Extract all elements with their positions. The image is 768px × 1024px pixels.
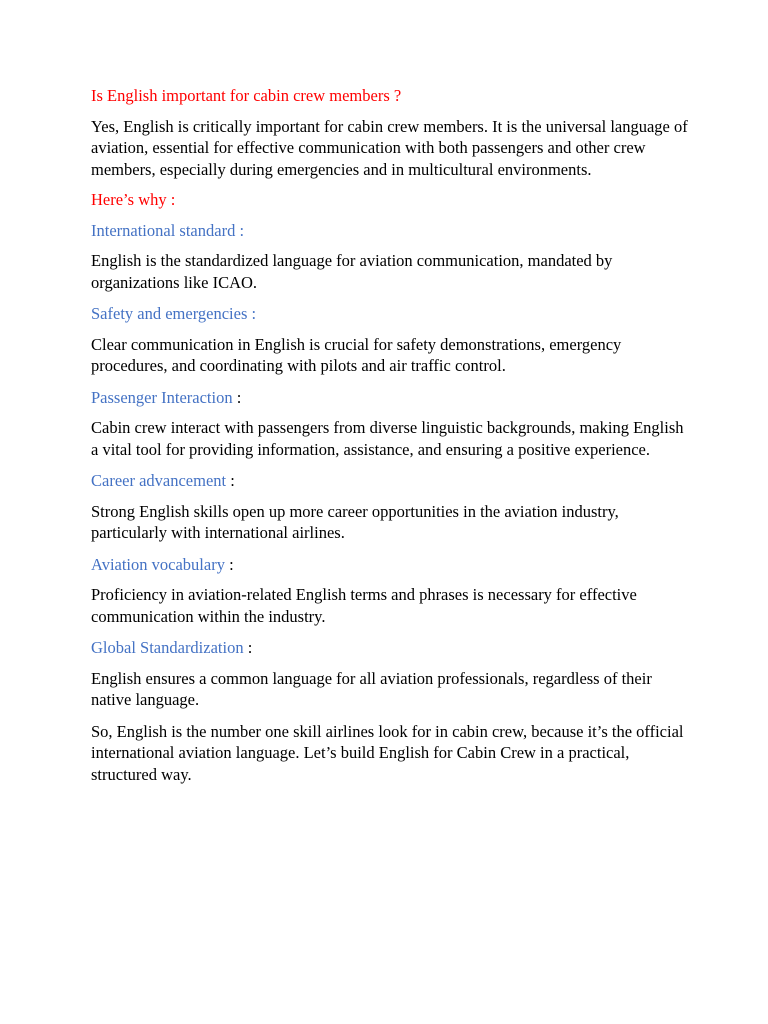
intro-paragraph: Yes, English is critically important for cabin crew members. It is the universal language of aviation, essential for effective communication with both passengers and other crew members, especially during emergencies and in multicultural environments. [91, 116, 688, 179]
document-page [91, 85, 691, 795]
section-heading-career-advancement [91, 470, 691, 492]
section-body-international-standard: English is the standardized language for aviation communication, mandated by organizations like ICAO. [91, 251, 613, 292]
section-title: International standard : [91, 220, 245, 240]
why-heading: Here’s why : [91, 190, 176, 209]
section-title: Passenger Interaction [91, 387, 233, 407]
section-heading-international-standard [91, 220, 691, 242]
section-title: Safety and emergencies : [91, 304, 257, 323]
conclusion-paragraph: So, English is the number one skill airlines look for in cabin crew, because it’s the official international aviation language. Let’s build English for Cabin Crew in a practical, structured way. [91, 721, 684, 784]
section-heading-safety [91, 303, 691, 325]
section-title-suffix: : [232, 387, 242, 407]
section-title-suffix: : [224, 554, 234, 574]
section-body-global-standardization: English ensures a common language for all aviation professionals, regardless of their native language. [91, 668, 652, 709]
question-heading: Is English important for cabin crew members ? [91, 86, 402, 105]
section-title-suffix: : [243, 638, 253, 657]
section-title-suffix: : [226, 471, 235, 490]
section-body-career-advancement: Strong English skills open up more career opportunities in the aviation industry, particularly with international airlines. [91, 501, 619, 542]
section-heading-aviation-vocabulary [91, 554, 691, 576]
section-heading-global-standardization [91, 637, 691, 659]
section-body-safety: Clear communication in English is crucial for safety demonstrations, emergency procedures, and coordinating with pilots and air traffic control. [91, 334, 622, 375]
section-title: Career advancement [91, 471, 227, 490]
section-title: Global Standardization [91, 638, 244, 657]
section-body-aviation-vocabulary: Proficiency in aviation-related English terms and phrases is necessary for effective communication within the industry. [91, 585, 637, 626]
section-body-passenger-interaction: Cabin crew interact with passengers from diverse linguistic backgrounds, making English a vital tool for providing information, assistance, and ensuring a positive experience. [91, 418, 684, 459]
section-heading-passenger-interaction [91, 387, 691, 409]
section-title: Aviation vocabulary [91, 554, 225, 574]
